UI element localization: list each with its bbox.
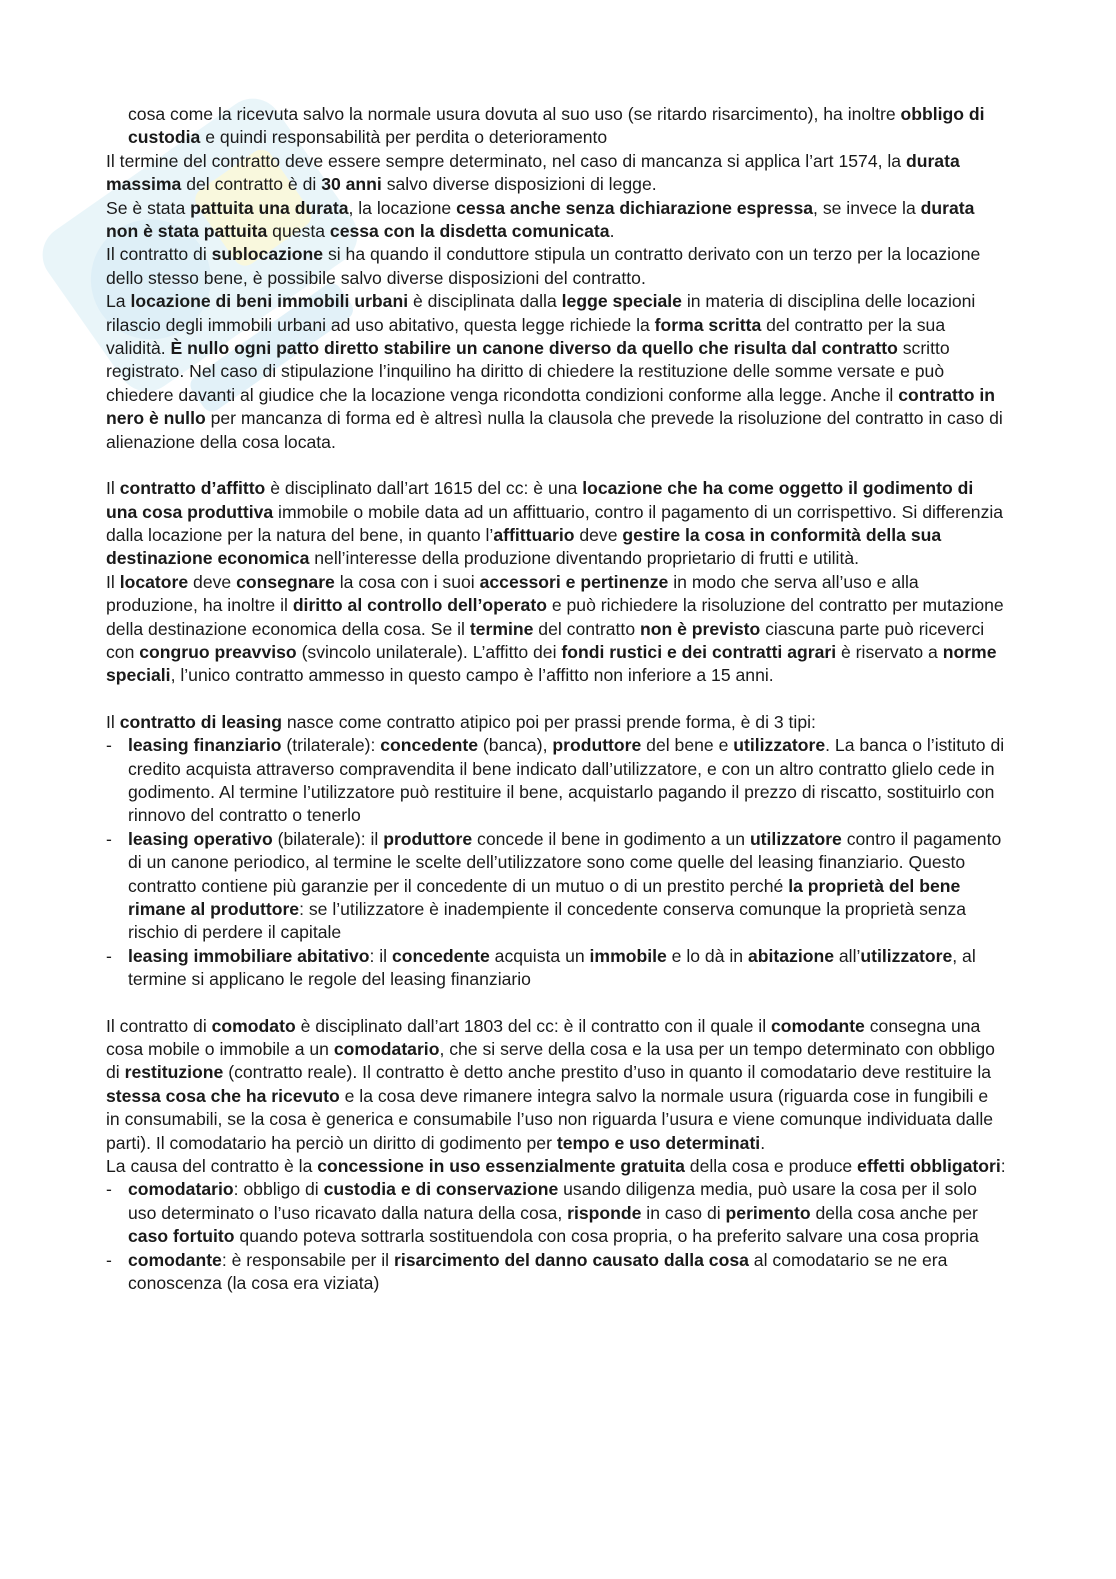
text-run: è riservato a — [836, 641, 943, 662]
paragraph — [106, 243, 1006, 290]
bold-term: durata massima — [106, 150, 960, 195]
text-run: (trilaterale): — [281, 735, 381, 756]
text-run: : se l’utilizzatore è inadempiente il concedente conserva comunque la proprietà senza rischio di perdere il capitale — [128, 899, 967, 943]
text-run: del contratto è di — [181, 174, 322, 195]
bold-term: stessa cosa che ha ricevuto — [106, 1085, 340, 1106]
bold-term: restituzione — [124, 1062, 224, 1083]
bold-term: tempo e uso determinati — [556, 1132, 761, 1153]
bold-term: durata non è stata pattuita — [106, 197, 975, 242]
bold-term: utilizzatore — [749, 828, 842, 849]
paragraph — [106, 571, 1006, 688]
text-run: questa — [267, 221, 330, 242]
bold-term: obbligo di custodia — [128, 104, 985, 148]
bold-term: comodante — [128, 1249, 222, 1270]
bold-term: risarcimento del danno causato dalla cosa — [393, 1249, 749, 1270]
bold-term: consegnare — [236, 571, 335, 592]
text-run: Il contratto di — [106, 244, 212, 265]
bold-term: contratto d’affitto — [119, 478, 266, 499]
text-run: . — [760, 1132, 766, 1153]
text-run: La — [106, 291, 131, 312]
text-run: La causa del contratto è la — [106, 1156, 318, 1177]
bullet-dash-icon: - — [106, 828, 112, 849]
paragraph-spacer — [106, 688, 1006, 711]
list-item — [106, 734, 1006, 828]
text-run: : — [1000, 1156, 1006, 1177]
text-run: della cosa e produce — [684, 1156, 858, 1177]
paragraph — [106, 477, 1006, 571]
paragraph — [106, 290, 1006, 454]
bold-term: gestire la cosa in conformità della sua destinazione economica — [106, 524, 942, 569]
bold-term: pattuita una durata — [190, 197, 349, 218]
bold-term: cessa con la disdetta comunicata — [329, 221, 610, 242]
bold-term: locatore — [119, 571, 189, 592]
text-run: scritto registrato. Nel caso di stipulazione l’inquilino ha diritto di chiedere la restituzione delle somme versate e può chiedere davanti al giudice che la locazione venga ricondotta condizioni conforme alla legge. Anche il — [106, 338, 950, 405]
document-body — [106, 103, 1006, 1296]
text-run: è disciplinato dall’art 1615 del cc: è una — [265, 478, 583, 499]
text-run: , al termine si applicano le regole del leasing finanziario — [128, 945, 976, 990]
continued-list-text — [106, 103, 1006, 150]
bold-term: custodia e di conservazione — [323, 1179, 559, 1200]
text-run: contro il pagamento di un canone periodico, al termine le scelte dell’utilizzatore sono come quelle del leasing finanziario. Questo contratto contiene più garanzie per il concedente di un mutuo o di un prestito perché — [128, 828, 1002, 896]
bullet-dash-icon: - — [106, 1179, 112, 1200]
text-run: e lo dà in — [666, 945, 748, 966]
text-run: usando diligenza media, può usare la cosa per il solo uso determinato o l’uso ricavato dalla natura della cosa, — [128, 1179, 977, 1223]
bold-term: immobile — [589, 945, 667, 966]
bold-term: comodatario — [333, 1039, 440, 1060]
bold-term: concessione in uso essenzialmente gratuita — [317, 1156, 685, 1177]
paragraph — [106, 197, 1006, 244]
bold-term: la proprietà del bene rimane al produttore — [128, 875, 961, 919]
text-run: Se è stata — [106, 197, 191, 218]
bold-term: non è previsto — [640, 618, 761, 639]
bold-term: contratto di leasing — [119, 711, 282, 732]
text-run: nell’interesse della produzione diventando proprietario di frutti e utilità. — [309, 548, 860, 569]
bold-term: legge speciale — [561, 291, 682, 312]
bold-term: fondi rustici e dei contratti agrari — [561, 641, 837, 662]
text-run: al comodatario se ne era conoscenza (la cosa era viziata) — [128, 1249, 948, 1294]
bold-term: congruo preavviso — [139, 641, 297, 662]
bold-term: accessori e pertinenze — [479, 571, 669, 592]
text-run: (banca), — [478, 735, 553, 756]
text-run: Il — [106, 711, 120, 732]
text-run: quando poteva sottrarla sostituendola con cosa propria, o ha preferito salvare una cosa propria — [234, 1226, 979, 1247]
text-run: e quindi responsabilità per perdita o deterioramento — [200, 127, 608, 148]
text-run: nasce come contratto atipico poi per prassi prende forma, è di 3 tipi: — [281, 711, 816, 732]
text-run: si ha quando il conduttore stipula un contratto derivato con un terzo per la locazione dello stesso bene, è possibile salvo diverse disposizioni del contratto. — [106, 244, 981, 288]
text-run: , la locazione — [348, 197, 457, 218]
bold-term: concedente — [380, 735, 479, 756]
bold-term: perimento — [725, 1202, 811, 1223]
paragraph — [106, 711, 1006, 734]
bold-term: locazione che ha come oggetto il godimento di una cosa produttiva — [106, 478, 974, 522]
list-item — [106, 828, 1006, 945]
bold-term: leasing operativo — [128, 828, 273, 849]
text-run: del contratto per la sua validità. — [106, 314, 946, 359]
bold-term: abitazione — [747, 945, 834, 966]
text-run: è disciplinata dalla — [408, 291, 562, 312]
bold-term: sublocazione — [211, 244, 324, 265]
bold-term: È nullo ogni patto diretto stabilire un canone diverso da quello che risulta dal contratto — [170, 338, 898, 359]
text-run: la cosa con i suoi — [334, 571, 480, 592]
text-run: e può richiedere la risoluzione del contratto per mutazione della destinazione economica della cosa. Se il — [106, 595, 1004, 639]
paragraph-spacer — [106, 992, 1006, 1015]
text-run: acquista un — [489, 945, 590, 966]
text-run: del contratto — [533, 618, 640, 639]
text-run: , l’unico contratto ammesso in questo campo è l’affitto non inferiore a 15 anni. — [170, 665, 774, 686]
bold-term: affittuario — [493, 524, 575, 545]
text-run: Il — [106, 478, 120, 499]
text-run: : il — [369, 945, 392, 966]
text-run: è disciplinato dall’art 1803 del cc: è il contratto con il quale il — [295, 1015, 771, 1036]
bullet-dash-icon: - — [106, 735, 112, 756]
bold-term: comodato — [211, 1015, 296, 1036]
bold-term: leasing immobiliare abitativo — [128, 945, 370, 966]
text-run: (bilaterale): il — [272, 828, 384, 849]
bold-term: diritto al controllo dell’operato — [292, 595, 547, 616]
bold-term: concedente — [391, 945, 490, 966]
text-run: : è responsabile per il — [221, 1249, 394, 1270]
bold-term: forma scritta — [654, 314, 762, 335]
bold-term: comodatario — [128, 1179, 234, 1200]
text-run: (svincolo unilaterale). L’affitto dei — [296, 641, 562, 662]
text-run: consegna una cosa mobile o immobile a un — [106, 1015, 981, 1060]
bold-term: produttore — [552, 735, 642, 756]
text-run: per mancanza di forma ed è altresì nulla la clausola che prevede la risoluzione del contratto in caso di alienazione della cosa locata. — [106, 408, 1003, 452]
text-run: : obbligo di — [233, 1179, 324, 1200]
text-run: immobile o mobile data ad un affittuario, contro il pagamento di un corrispettivo. Si differenzia dalla locazione per la natura del bene, in quanto l’ — [106, 501, 1004, 545]
text-run: ciascuna parte può riceverci con — [106, 618, 985, 662]
bold-term: cessa anche senza dichiarazione espressa — [456, 197, 814, 218]
text-run: in materia di disciplina delle locazioni rilascio degli immobili urbani ad uso abitativo, questa legge richiede la — [106, 291, 976, 335]
text-run: deve — [574, 524, 623, 545]
text-run: , che si serve della cosa e la usa per un tempo determinato con obbligo di — [106, 1039, 995, 1083]
bold-term: comodante — [771, 1015, 865, 1036]
bold-term: caso fortuito — [128, 1226, 235, 1247]
text-run: Il contratto di — [106, 1015, 212, 1036]
paragraph — [106, 1015, 1006, 1155]
text-run: Il termine del contratto deve essere sempre determinato, nel caso di mancanza si applica l’art 1574, la — [106, 150, 906, 171]
text-run: della cosa anche per — [810, 1202, 978, 1223]
bullet-dash-icon: - — [106, 1249, 112, 1270]
text-run: . — [609, 221, 615, 242]
bold-term: effetti obbligatori — [857, 1156, 1001, 1177]
bold-term: norme speciali — [106, 641, 997, 686]
text-run: cosa come la ricevuta salvo la normale usura dovuta al suo uso (se ritardo risarcimento), ha inoltre — [128, 104, 901, 124]
paragraph-spacer — [106, 454, 1006, 477]
text-run: (contratto reale). Il contratto è detto anche prestito d’uso in quanto il comodatario deve restituire la — [223, 1062, 992, 1083]
text-run: in caso di — [641, 1202, 726, 1223]
paragraph — [106, 150, 1006, 197]
list-item — [106, 945, 1006, 992]
list-item — [106, 1178, 1006, 1248]
text-run: in modo che serva all’uso e alla produzione, ha inoltre il — [106, 571, 919, 616]
bold-term: termine — [469, 618, 534, 639]
text-run: deve — [188, 571, 237, 592]
bold-term: utilizzatore — [860, 945, 953, 966]
bold-term: locazione di beni immobili urbani — [130, 291, 409, 312]
text-run: , se invece la — [813, 197, 921, 218]
bold-term: risponde — [567, 1202, 642, 1223]
bold-term: contratto in nero è nullo — [106, 384, 995, 429]
bold-term: 30 anni — [321, 174, 382, 195]
list-item — [106, 1249, 1006, 1296]
text-run: Il — [106, 571, 120, 592]
text-run: . La banca o l’istituto di credito acquista attraverso compravendita il bene indicato dall’utilizzatore, e con un altro contratto glielo cede in godimento. Al termine l’utilizzatore può restituire il bene, acquistarlo pagando il prezzo di riscatto, sostituirlo con rinnovo del contratto o tenerlo — [128, 735, 1005, 826]
bullet-dash-icon: - — [106, 945, 112, 966]
bold-term: leasing finanziario — [128, 735, 282, 756]
text-run: salvo diverse disposizioni di legge. — [381, 174, 657, 195]
paragraph — [106, 1155, 1006, 1178]
text-run: e la cosa deve rimanere integra salvo la normale usura (riguarda cose in fungibili e in consumabili, se la cosa è generica e consumabile l’uso non riguarda l’usura e viene comunque individuata dalle parti). Il comodatario ha perciò un diritto di godimento per — [106, 1085, 994, 1153]
bold-term: utilizzatore — [733, 735, 826, 756]
text-run: del bene e — [641, 735, 734, 756]
bold-term: produttore — [383, 828, 473, 849]
text-run: all’ — [833, 945, 861, 966]
text-run: concede il bene in godimento a un — [472, 828, 750, 849]
